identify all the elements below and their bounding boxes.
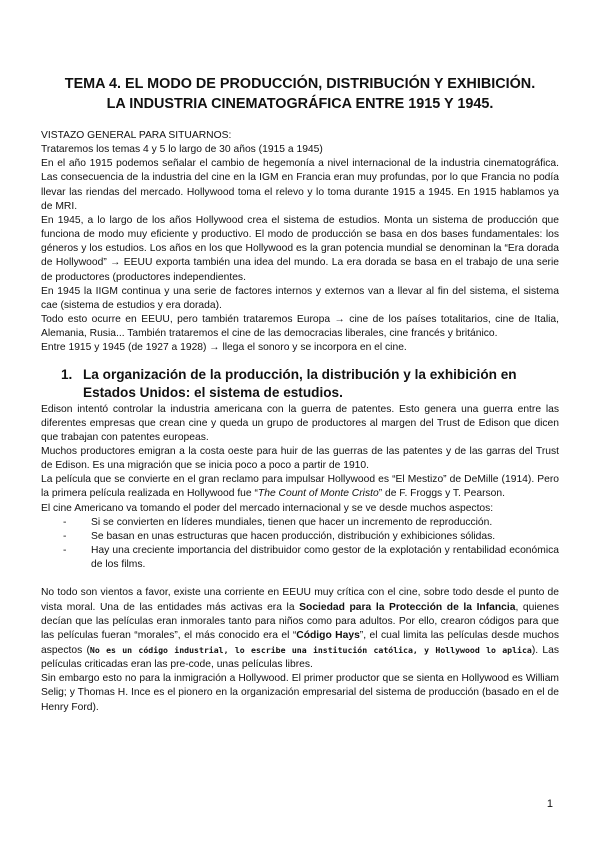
text-run: , quienes decían que las películas eran inmorales tanto para niños como para adultos. Por ello, crearon códigos para que las películas fueran “morales”, el más conocido era el “ bbox=[41, 601, 559, 641]
document-body bbox=[41, 129, 559, 715]
intro-heading: VISTAZO GENERAL PARA SITUARNOS: bbox=[41, 130, 232, 141]
section-paragraph: Edison intentó controlar la industria americana con la guerra de patentes. Esto genera una guerra entre las diferentes empresas que crean cine y queda un grupo de productores al margen del Trust de Edison que dicen que trabajan con patentes europeas. bbox=[41, 403, 559, 443]
title-line-2: LA INDUSTRIA CINEMATOGRÁFICA ENTRE 1915 Y 1945. bbox=[106, 96, 494, 112]
text-run: No todo son vientos a favor, existe una corriente en EEUU muy crítica con el cine, sobre todo desde el punto de vista moral. Una de las entidades más activas era la bbox=[41, 587, 559, 613]
intro-paragraph: Trataremos los temas 4 y 5 lo largo de 30 años (1915 a 1945) bbox=[41, 144, 323, 156]
list-item: - Si se convierten en líderes mundiales, tienen que hacer un incremento de reproducción. bbox=[63, 516, 559, 530]
organization-name: Sociedad para la Protección de la Infancia bbox=[299, 601, 516, 613]
section-paragraph bbox=[41, 586, 559, 672]
section-number: 1. bbox=[61, 366, 73, 382]
section-paragraph: Sin embargo esto no para la inmigración a Hollywood. El primer productor que se sienta en Hollywood es William Selig; y Thomas H. Ince es el pionero en la organización empresarial del sistema de producción (basado en el de Henry Ford). bbox=[41, 673, 559, 713]
intro-paragraph: Entre 1915 y 1945 (de 1927 a 1928) → llega el sonoro y se incorpora en el cine. bbox=[41, 342, 407, 354]
code-name: Código Hays bbox=[296, 629, 360, 641]
title-line-1: TEMA 4. EL MODO DE PRODUCCIÓN, DISTRIBUCIÓN Y EXHIBICIÓN. bbox=[64, 76, 536, 92]
text-run: ”, el cual limita las películas desde muchos aspectos ( bbox=[41, 629, 559, 656]
section-paragraph: El cine Americano va tomando el poder del mercado internacional y se ve desde muchos aspectos: bbox=[41, 502, 494, 514]
section-paragraph bbox=[41, 473, 559, 501]
document-title bbox=[40, 74, 560, 114]
film-title: The Count of Monte Cristo bbox=[257, 488, 379, 500]
section-title: La organización de la producción, la distribución y la exhibición en Estados Unidos: el sistema de estudios. bbox=[83, 366, 517, 400]
list-item: - Se basan en unas estructuras que hacen producción, distribución y exhibiciones sólidas. bbox=[63, 530, 559, 544]
intro-paragraph: En 1945 la IIGM continua y una serie de factores internos y externos van a llevar al fin del sistema, el sistema cae (sistema de estudios y era dorada). bbox=[41, 285, 559, 311]
text-run: ). Las películas criticadas eran las pre-code, unas películas libres. bbox=[41, 645, 559, 671]
inline-note: No es un código industrial, lo escribe una institución católica, y Hollywood lo aplica bbox=[89, 645, 532, 655]
text-run: La película que se convierte en el gran reclamo para impulsar Hollywood es “El Mestizo” de DeMille (1914). Pero la primera película realizada en Hollywood fue “ bbox=[41, 474, 559, 500]
intro-paragraph: Todo esto ocurre en EEUU, pero también trataremos Europa → cine de los países totalitarios, cine de Italia, Alemania, Rusia... También trataremos el cine de las democracias liberales, cine francés y británico. bbox=[41, 314, 559, 340]
intro-paragraph: En 1945, a lo largo de los años Hollywood crea el sistema de estudios. Monta un sistema de producción que funciona de modo muy eficiente y productivo. El modo de producción se basa en dos bases fundamentales: los géneros y los estudios. Los años en los que Hollywood es la gran potencia mundial se denominan la “Era dorada de Hollywood” → EEUU exporta también una idea del mundo. La era dorada se basa en el trabajo de una serie de productores (productores independientes. bbox=[41, 214, 559, 283]
list-item: - Hay una creciente importancia del distribuidor como gestor de la explotación y rentabilidad económica de los films. bbox=[63, 544, 559, 572]
page-number: 1 bbox=[546, 798, 553, 810]
section-paragraph: Muchos productores emigran a la costa oeste para huir de las guerras de las patentes y de las garras del Trust de Edison. Es una migración que se inicia poco a poco a partir de 1910. bbox=[41, 445, 559, 472]
text-run: ” de F. Froggs y T. Pearson. bbox=[378, 488, 505, 500]
bullet-list bbox=[41, 516, 559, 573]
intro-paragraph: En el año 1915 podemos señalar el cambio de hegemonía a nivel internacional de la industria cinematográfica. Las consecuencia de la industria del cine en la IGM en Francia eran muy profundas, por lo que Francia no podía llevar las riendas del mercado. Hollywood toma el relevo y lo toma durante 1915 a 1945. En 1915 hablamos ya de MRI. bbox=[41, 158, 559, 212]
section-heading bbox=[61, 366, 559, 402]
spacer bbox=[41, 572, 559, 586]
